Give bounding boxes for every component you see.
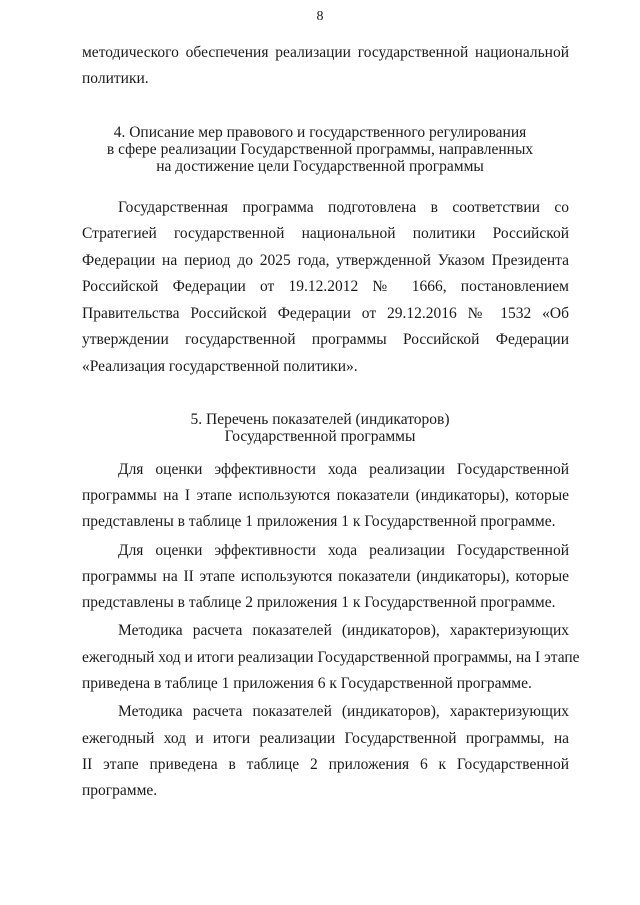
section5-heading-line: Государственной программы [224,428,416,445]
section5-paragraph-line: программы на I этапе используются показатели (индикаторы), которые [82,487,569,504]
section4-paragraph-line: Российской Федерации от 19.12.2012 № 1666, постановлением [82,278,569,295]
section5-paragraph-line: Методика расчета показателей (индикаторов), характеризующих [118,703,569,720]
section4-paragraph-line: Стратегией государственной национальной политики Российской [82,225,569,242]
section5-paragraph-line: ежегодный ход и итоги реализации Государственной программы, на [82,730,569,747]
section5-paragraph-line: Для оценки эффективности хода реализации Государственной [118,542,569,559]
section4-heading-line: 4. Описание мер правового и государственного регулирования [113,124,527,141]
section5-paragraph-line: Методика расчета показателей (индикаторов), характеризующих [118,622,569,639]
section4-heading-line: на достижение цели Государственной программы [156,158,484,175]
section4-paragraph-line: утверждении государственной программы Российской Федерации [82,331,569,348]
section5-paragraph-line: программы на II этапе используются показатели (индикаторы), которые [82,568,569,585]
section5-paragraph-line: представлены в таблице 1 приложения 1 к Государственной программе. [82,513,556,530]
section4-paragraph-line: Правительства Российской Федерации от 29.12.2016 № 1532 «Об [82,305,569,322]
section4-paragraph-line: «Реализация государственной политики». [82,358,358,375]
section5-heading-line: 5. Перечень показателей (индикаторов) [190,411,450,428]
section5-paragraph-line: представлены в таблице 2 приложения 1 к Государственной программе. [82,594,556,611]
section5-paragraph-line: Для оценки эффективности хода реализации Государственной [118,461,569,478]
section5-paragraph-line: программе. [82,782,158,799]
page-number: 8 [316,9,324,24]
section5-paragraph-line: ежегодный ход и итоги реализации Государственной программы, на I этапе [82,649,580,666]
intro-line: методического обеспечения реализации государственной национальной [82,44,569,61]
section4-paragraph-line: Федерации на период до 2025 года, утвержденной Указом Президента [82,252,569,269]
section5-paragraph-line: приведена в таблице 1 приложения 6 к Государственной программе. [82,675,532,692]
section4-paragraph-line: Государственная программа подготовлена в соответствии со [118,199,569,216]
section5-paragraph-line: II этапе приведена в таблице 2 приложения 6 к Государственной [82,756,569,773]
intro-line: политики. [82,70,149,87]
section4-heading-line: в сфере реализации Государственной программы, направленных [106,141,534,158]
